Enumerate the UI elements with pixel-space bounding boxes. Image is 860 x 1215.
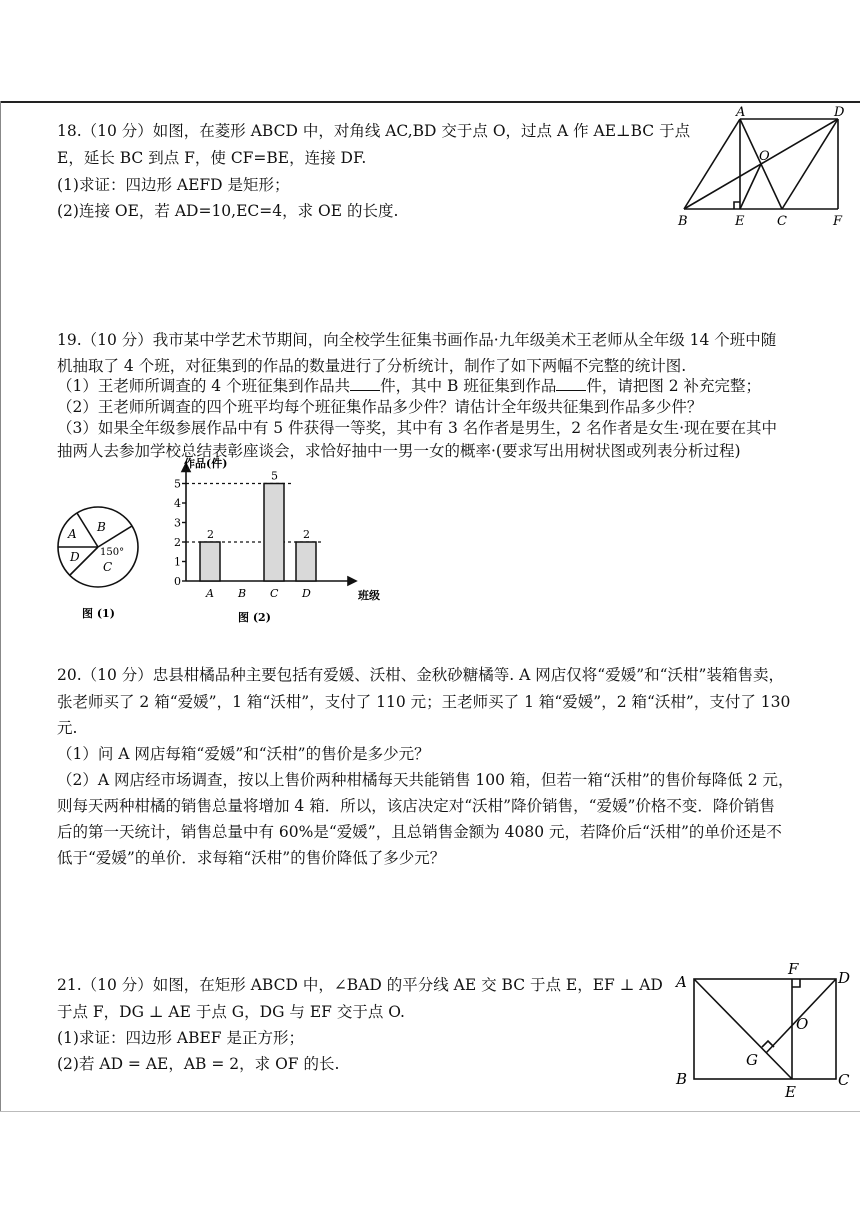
q18-line2: E，延长 BC 到点 F，使 CF=BE，连接 DF.	[57, 149, 367, 167]
y-tick-label: 1	[174, 555, 181, 569]
q18-label-f: F	[833, 214, 843, 229]
q19-pie-label-a: A	[68, 527, 77, 541]
q21-line4: (2)若 AD = AE，AB = 2，求 OF 的长.	[57, 1055, 340, 1073]
x-axis-arrow	[348, 577, 356, 585]
bar-value-label: 5	[271, 469, 278, 483]
q19-line5: （3）如果全年级参展作品中有 5 件获得一等奖，其中有 3 名作者是男生，2 名作者是女生·现在要在其中	[57, 419, 778, 437]
q18-label-b: B	[678, 214, 688, 229]
x-axis-label: 班级	[358, 589, 380, 602]
y-tick-label: 0	[174, 575, 181, 588]
q19-line4: （2）王老师所调查的四个班平均每个班征集作品多少件？请估计全年级共征集到作品多少件？	[57, 398, 703, 416]
q19-line3	[57, 376, 761, 396]
q21-label-c: C	[838, 1071, 850, 1089]
top-rule	[0, 101, 860, 103]
q20-line8: 低于“爱媛”的单价．求每箱“沃柑”的售价降低了多少元？	[57, 849, 446, 867]
q18-line1: 18.（10 分）如图，在菱形 ABCD 中，对角线 AC,BD 交于点 O，过点 A 作 AE⊥BC 于点	[57, 122, 691, 140]
q19-pie-chart	[52, 503, 147, 623]
q19-line2: 机抽取了 4 个班，对征集到的作品的数量进行了分析统计，制作了如下两幅不完整的统计图.	[57, 357, 687, 375]
q21-line2: 于点 F，DG ⊥ AE 于点 G，DG 与 EF 交于点 O.	[57, 1003, 405, 1021]
q19-line1: 19.（10 分）我市某中学艺术节期间，向全校学生征集书画作品·九年级美术王老师从全年级 14 个班中随	[57, 331, 777, 349]
left-margin-line	[0, 101, 1, 1111]
q19-line3-part1: （1）王老师所调查的 4 个班征集到作品共	[57, 377, 351, 395]
q19-pie-caption: 图 (1)	[82, 607, 115, 620]
y-tick-label: 3	[174, 516, 181, 530]
q21-label-b: B	[676, 1070, 688, 1088]
q21-label-a: A	[676, 973, 687, 991]
q21-line1: 21.（10 分）如图，在矩形 ABCD 中，∠BAD 的平分线 AE 交 BC 于点 E，EF ⊥ AD	[57, 976, 663, 994]
q21-label-f: F	[788, 960, 799, 978]
y-axis-label: 作品(件)	[184, 457, 228, 470]
q19-blank-total[interactable]	[350, 376, 380, 391]
q19-line3-part3: 件，请把图 2 补充完整；	[586, 377, 762, 395]
q19-line6: 抽两人去参加学校总结表彰座谈会，求恰好抽中一男一女的概率·(要求写出用树状图或列表分析过程)	[57, 442, 741, 460]
y-tick-label: 4	[174, 497, 181, 510]
x-tick-label: D	[302, 587, 311, 600]
q19-pie-label-d: D	[70, 550, 80, 564]
q21-line3: (1)求证：四边形 ABEF 是正方形；	[57, 1029, 304, 1047]
q21-figure	[670, 957, 858, 1102]
bar-value-label: 2	[207, 528, 214, 541]
x-tick-label: C	[270, 587, 279, 600]
y-tick-label: 5	[174, 477, 181, 491]
q20-line3: 元.	[57, 719, 78, 737]
q21-label-o: O	[796, 1015, 809, 1033]
q19-line3-part2: 件，其中 B 班征集到作品	[380, 377, 557, 395]
q20-line2: 张老师买了 2 箱“爱媛”，1 箱“沃柑”，支付了 110 元；王老师买了 1 箱“爱媛”，2 箱“沃柑”，支付了 130	[57, 693, 791, 711]
bar-chart-caption: 图 (2)	[238, 611, 271, 624]
q19-blank-b[interactable]	[556, 376, 586, 391]
bottom-rule	[0, 1111, 860, 1112]
q18-label-a: A	[736, 105, 746, 120]
q18-label-e: E	[735, 214, 745, 229]
bar-d	[296, 542, 316, 581]
q20-line7: 后的第一天统计，销售总量中有 60%是“爱媛”，且总销售金额为 4080 元，若降价后“沃柑”的单价还是不	[57, 823, 782, 841]
q20-line5: （2）A 网店经市场调查，按以上售价两种柑橘每天共能销售 100 箱，但若一箱“沃柑”的售价每降低 2 元，	[57, 771, 794, 789]
q21-label-d: D	[838, 969, 851, 987]
x-tick-label: A	[206, 587, 214, 600]
q21-label-e: E	[785, 1083, 796, 1101]
q20-line1: 20.（10 分）忠县柑橘品种主要包括有爱媛、沃柑、金秋砂糖橘等. A 网店仅将“爱媛”和“沃柑”装箱售卖，	[57, 666, 784, 684]
bar-a	[200, 542, 220, 581]
bar-value-label: 2	[303, 528, 310, 541]
y-tick-label: 2	[174, 536, 181, 549]
q21-label-g: G	[746, 1051, 758, 1069]
q18-line3: (1)求证：四边形 AEFD 是矩形；	[57, 176, 290, 194]
q20-line6: 则每天两种柑橘的销售总量将增加 4 箱．所以，该店决定对“沃柑”降价销售，“爱媛”价格不变．降价销售	[57, 797, 775, 815]
x-tick-label: B	[238, 587, 247, 600]
q18-label-d: D	[834, 105, 845, 120]
q19-pie-label-b: B	[97, 520, 106, 534]
q18-label-c: C	[777, 214, 787, 229]
q18-figure	[670, 105, 855, 230]
q19-pie-angle: 150°	[100, 547, 125, 558]
q18-line4: (2)连接 OE，若 AD=10,EC=4，求 OE 的长度.	[57, 202, 399, 220]
q18-label-o: O	[759, 149, 770, 164]
bar-c	[264, 484, 284, 582]
q19-pie-label-c: C	[103, 560, 113, 574]
q20-line4: （1）问 A 网店每箱“爱媛”和“沃柑”的售价是多少元？	[57, 745, 430, 763]
q19-bar-chart	[160, 455, 380, 625]
